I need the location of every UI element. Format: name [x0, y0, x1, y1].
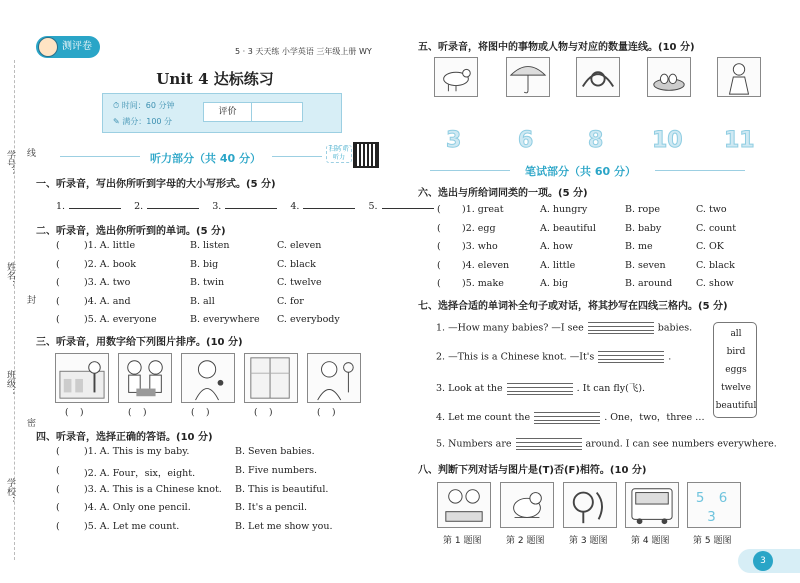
- four-line-blank[interactable]: [507, 383, 573, 395]
- sentence-text: 1. —How many babies? —I see: [436, 322, 584, 334]
- word-bank: [713, 322, 757, 418]
- given-word: )3. who: [462, 241, 498, 253]
- sentence-4: [436, 409, 705, 424]
- option-c: C. black: [277, 258, 316, 270]
- option-b: B. baby: [625, 222, 662, 234]
- margin-class: 班级：: [5, 370, 15, 397]
- option-b: B. twin: [190, 277, 225, 289]
- option-c: C. twelve: [277, 277, 322, 289]
- option-b: B. me: [625, 241, 653, 253]
- option-b: B. listen: [190, 240, 230, 251]
- option-a: )2. A. book: [84, 258, 136, 270]
- answer-paren[interactable]: (: [56, 464, 60, 476]
- four-line-blank[interactable]: [534, 412, 600, 424]
- answer-blank[interactable]: [69, 200, 121, 209]
- section-4-title: 四、听录音，选择正确的答语。(10 分): [36, 432, 213, 443]
- caption-4: 第 4 题图: [631, 536, 670, 546]
- margin-school: 学校：: [5, 478, 15, 505]
- mascot-icon: [38, 37, 58, 57]
- option-c: C. eleven: [277, 240, 322, 251]
- option-a: )2. A. Four，six，eight.: [84, 467, 196, 479]
- number-3: 3: [446, 128, 462, 153]
- judge-picture-2: [500, 482, 554, 528]
- rope-picture: [576, 57, 620, 97]
- answer-blank[interactable]: [303, 200, 355, 209]
- score-info: ✎ 满分：100 分: [113, 117, 173, 126]
- answer-paren[interactable]: (: [56, 483, 60, 495]
- answer-paren[interactable]: (: [56, 277, 60, 289]
- option-a: )1. A. This is my baby.: [84, 446, 190, 457]
- option-a: A. little: [540, 259, 576, 271]
- answer-paren[interactable]: (: [56, 258, 60, 270]
- word-bank-item: eggs: [725, 365, 747, 375]
- option-c: C. black: [696, 259, 735, 271]
- sentence-text: 2. —This is a Chinese knot. —It's: [436, 351, 595, 363]
- order-blank-2[interactable]: ( ): [128, 408, 147, 418]
- nest-picture: [647, 57, 691, 97]
- judge-picture-1: [437, 482, 491, 528]
- answer-paren[interactable]: (: [437, 204, 441, 215]
- margin-seal: 封: [25, 295, 35, 304]
- number-11: 11: [724, 128, 755, 153]
- evaluation-label: 评价: [204, 103, 252, 121]
- badge-label: 测评卷: [62, 41, 92, 52]
- section-7-title: 七、选择合适的单词补全句子或对话，将其抄写在四线三格内。(5 分): [418, 301, 728, 312]
- sentence-text: . One，two，three …: [604, 412, 705, 423]
- answer-paren[interactable]: (: [56, 446, 60, 457]
- picture-4: [244, 353, 298, 403]
- sentence-1: [436, 322, 692, 334]
- option-c: C. count: [696, 222, 737, 234]
- four-line-blank[interactable]: [516, 438, 582, 450]
- order-blank-1[interactable]: ( ): [65, 408, 84, 418]
- caption-3: 第 3 题图: [569, 536, 608, 546]
- order-blank-5[interactable]: ( ): [317, 408, 336, 418]
- divider: [272, 156, 322, 157]
- answer-blank[interactable]: [147, 200, 199, 209]
- answer-blank[interactable]: [225, 200, 277, 209]
- section-5-title: 五、听录音，将图中的事物或人物与对应的数量连线。(10 分): [418, 42, 695, 53]
- number-6: 6: [518, 128, 534, 153]
- answer-paren[interactable]: (: [437, 222, 441, 234]
- word-bank-item: beautiful: [715, 401, 757, 411]
- section-8-title: 八、判断下列对话与图片是(T)否(F)相符。(10 分): [418, 465, 647, 476]
- option-a: )4. A. Only one pencil.: [84, 502, 191, 514]
- section-3-title: 三、听录音，用数字给下列图片排序。(10 分): [36, 337, 243, 348]
- picture-5: [307, 353, 361, 403]
- judge-picture-4: [625, 482, 679, 528]
- evaluation-box: [203, 102, 303, 122]
- word-bank-item: twelve: [721, 383, 751, 393]
- picture-2: [118, 353, 172, 403]
- section-6-title: 六、选出与所给词同类的一项。(5 分): [418, 188, 588, 199]
- qr-label: 扫码 听听力: [326, 145, 352, 163]
- option-b: B. It's a pencil.: [235, 502, 308, 514]
- margin-density: 密: [25, 418, 35, 427]
- given-word: )4. eleven: [462, 259, 510, 271]
- exam-info-box: [102, 93, 342, 133]
- qr-code-icon[interactable]: [353, 142, 379, 168]
- option-b: B. This is beautiful.: [235, 483, 329, 495]
- svg-text:5: 5: [695, 491, 705, 507]
- teacher-picture: [717, 57, 761, 97]
- item-number: 4.: [290, 201, 300, 212]
- option-c: C. for: [277, 295, 304, 307]
- answer-paren[interactable]: (: [56, 295, 60, 307]
- option-a: )3. A. This is a Chinese knot.: [84, 483, 222, 495]
- item-number: 1.: [56, 201, 66, 212]
- option-b: B. around: [625, 278, 673, 290]
- order-blank-4[interactable]: ( ): [254, 408, 273, 418]
- picture-3: [181, 353, 235, 403]
- option-c: C. everybody: [277, 314, 340, 326]
- option-c: C. OK: [696, 241, 724, 253]
- section-1-answers: [56, 200, 438, 212]
- option-a: )5. A. everyone: [84, 314, 157, 326]
- sentence-text: babies.: [657, 322, 693, 334]
- option-b: B. Five numbers.: [235, 464, 318, 476]
- option-b: B. seven: [625, 259, 666, 271]
- margin-name: 姓名：: [5, 262, 15, 289]
- answer-paren[interactable]: (: [437, 241, 441, 253]
- written-part-title: 笔试部分（共 60 分）: [525, 165, 636, 178]
- item-number: 2.: [134, 201, 144, 212]
- divider: [430, 170, 510, 171]
- option-a: A. how: [540, 241, 573, 253]
- option-b: B. big: [190, 258, 219, 270]
- divider: [60, 156, 140, 157]
- option-b: B. everywhere: [190, 314, 260, 326]
- given-word: )2. egg: [462, 222, 496, 234]
- sentence-text: 3. Look at the: [436, 383, 503, 394]
- option-b: B. Seven babies.: [235, 446, 315, 457]
- word-bank-item: bird: [726, 347, 746, 357]
- sentence-2: [436, 351, 671, 363]
- sentence-text: 4. Let me count the: [436, 412, 531, 423]
- option-a: )5. A. Let me count.: [84, 521, 180, 533]
- option-a: A. big: [540, 278, 569, 290]
- number-8: 8: [588, 128, 604, 153]
- divider: [655, 170, 745, 171]
- option-a: )3. A. two: [84, 277, 131, 289]
- time-info: ⏱ 时间：60 分钟: [113, 101, 175, 110]
- svg-text:6: 6: [718, 491, 728, 507]
- section-1-title: 一、听录音，写出你所听到字母的大小写形式。(5 分): [36, 179, 276, 190]
- sentence-text: .: [668, 351, 672, 363]
- bird-picture: [434, 57, 478, 97]
- sentence-text: around. I can see numbers everywhere.: [585, 438, 777, 450]
- answer-paren[interactable]: (: [56, 314, 60, 326]
- option-b: B. Let me show you.: [235, 521, 333, 533]
- judge-picture-3: [563, 482, 617, 528]
- caption-1: 第 1 题图: [443, 536, 482, 546]
- four-line-blank[interactable]: [598, 351, 664, 363]
- option-a: A. hungry: [540, 204, 588, 215]
- option-a: )1. A. little: [84, 240, 136, 251]
- option-b: B. all: [190, 295, 215, 307]
- section-2-title: 二、听录音，选出你所听到的单词。(5 分): [36, 226, 226, 237]
- margin-line: 线: [25, 148, 35, 157]
- sentence-3: [436, 380, 645, 395]
- answer-paren[interactable]: (: [56, 521, 60, 533]
- caption-2: 第 2 题图: [506, 536, 545, 546]
- item-number: 5.: [368, 201, 378, 212]
- series-info: 5 · 3 天天练 小学英语 三年级上册 WY: [235, 47, 372, 56]
- option-b: B. rope: [625, 204, 660, 215]
- order-blank-3[interactable]: ( ): [191, 408, 210, 418]
- option-c: C. two: [696, 204, 727, 215]
- caption-5: 第 5 题图: [693, 536, 732, 546]
- given-word: )5. make: [462, 278, 504, 290]
- margin-student-no: 学号：: [5, 150, 15, 177]
- answer-paren[interactable]: (: [437, 278, 441, 290]
- picture-1: [55, 353, 109, 403]
- page-title: Unit 4 达标练习: [156, 70, 274, 88]
- answer-blank[interactable]: [382, 200, 434, 209]
- option-a: )4. A. and: [84, 295, 131, 307]
- option-c: C. show: [696, 278, 734, 290]
- sentence-5: [436, 438, 777, 450]
- judge-picture-5: [687, 482, 741, 528]
- option-a: A. beautiful: [540, 222, 596, 234]
- answer-paren[interactable]: (: [56, 240, 60, 251]
- sentence-text: 5. Numbers are: [436, 438, 512, 450]
- svg-text:3: 3: [707, 510, 716, 526]
- umbrella-picture: [506, 57, 550, 97]
- answer-paren[interactable]: (: [437, 259, 441, 271]
- word-bank-item: all: [730, 329, 742, 339]
- test-badge: [36, 36, 100, 58]
- given-word: )1. great: [462, 204, 504, 215]
- sentence-text: . It can fly(飞).: [576, 383, 646, 394]
- listening-part-title: 听力部分（共 40 分）: [150, 152, 261, 165]
- four-line-blank[interactable]: [588, 322, 654, 334]
- number-10: 10: [652, 128, 683, 153]
- item-number: 3.: [212, 201, 222, 212]
- page-number: 3: [753, 551, 773, 571]
- answer-paren[interactable]: (: [56, 502, 60, 514]
